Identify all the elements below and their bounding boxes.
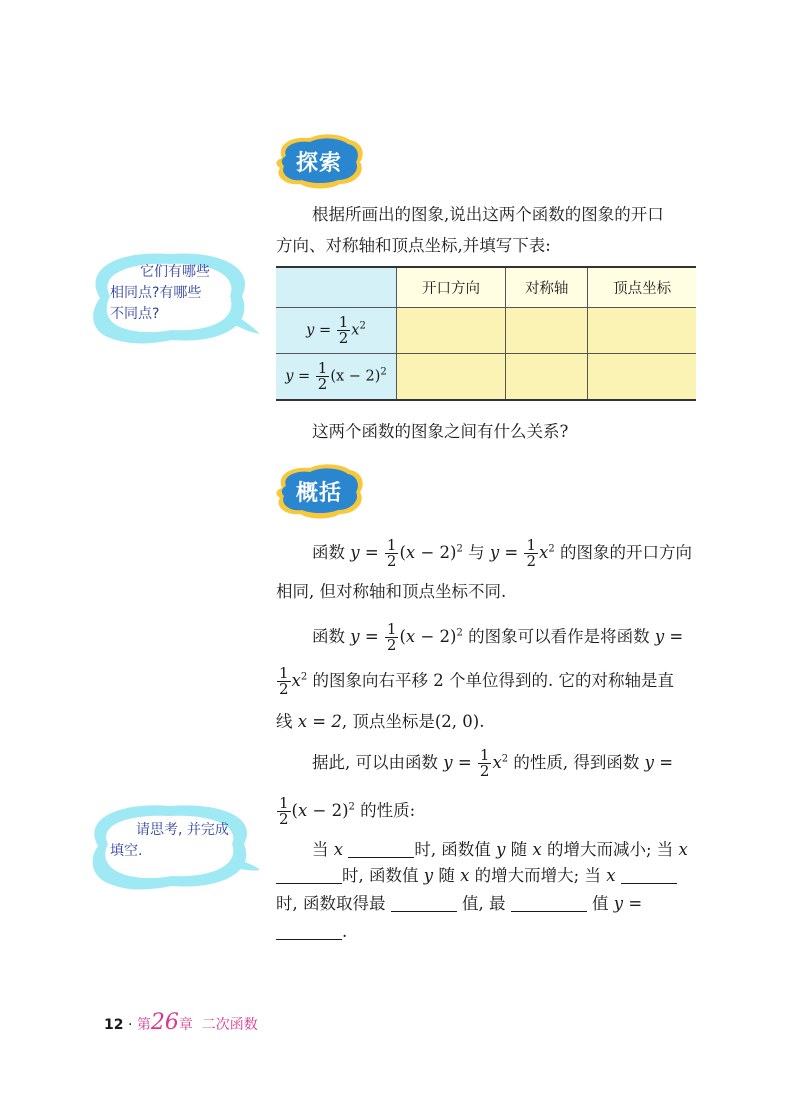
thought-cloud-2 [80,800,260,892]
chapter-number: 26 [150,1010,179,1035]
table-cell-blank[interactable] [506,307,588,353]
text: 值 [592,894,609,913]
text: 值, 最 [462,894,506,913]
text: 随 [438,866,455,885]
fraction: $\frac{1}{2}$ [479,746,490,780]
var-x: x [351,322,360,338]
table-corner-cell [276,267,397,307]
blank-field[interactable] [276,925,342,940]
cloud1-line3: 不同点? [110,306,160,322]
text: 线 [276,712,293,731]
fraction: $\frac{1}{2}$ [386,620,397,654]
table-row-label-2 [276,353,397,400]
equals-sign: = [298,368,311,385]
cloud1-line1: 它们有哪些 [140,264,210,280]
explore-intro-line1: 根据所画出的图象,说出这两个函数的图象的开口 [312,205,664,224]
text: 的性质, 得到函数 [513,753,640,772]
fill-line1: 当 x 时, 函数值 y 随 x 的增大而减小; 当 x [312,840,688,859]
summary-p2-line2: $\frac{1}{2}$ $x^2$ 的图象向右平移 2 个单位得到的. 它的对称轴是直 [279,664,674,698]
cloud1-line2: 相同点?有哪些 [110,285,202,301]
summary-badge-label: 概括 [295,480,342,506]
table-cell-blank[interactable] [588,353,696,400]
cloud2-line1: 请思考, 并完成 [136,822,229,838]
exponent: 2 [359,320,366,332]
fraction: $\frac{1}{2}$ [526,536,537,570]
var-y: y [306,322,315,338]
text: 的增大而增大; 当 [474,866,601,885]
footer-dot: · [127,1017,133,1033]
text: 与 [468,543,485,562]
text: 函数 [312,543,345,562]
text: , 顶点坐标是(2, 0). [341,712,485,731]
table-row-label-1 [276,307,397,353]
summary-p1-line2: 相同, 但对称轴和顶点坐标不同. [276,582,507,601]
table-row [276,307,696,353]
fraction [337,312,351,347]
fraction: $\frac{1}{2}$ [386,536,397,570]
chapter-title: 二次函数 [201,1017,258,1033]
cloud-shape [80,800,260,892]
text: 当 [312,840,329,859]
table-header-row [276,267,696,307]
fill-line3: 时, 函数取得最 值, 最 值 y = [276,894,643,913]
text: 的增大而减小; 当 [546,840,674,859]
table-row [276,353,696,400]
explore-badge [270,130,368,192]
blank-field[interactable] [276,869,342,884]
chapter-prefix: 第 [136,1017,151,1033]
summary-p2-line3 [276,712,696,732]
fill-line2: 时, 函数值 y 随 x 的增大而增大; 当 x [276,866,696,886]
fraction-denominator: 2 [317,374,328,393]
table-cell-blank[interactable] [588,307,696,353]
cloud2-line2: 填空. [110,843,143,859]
explore-badge-label: 探索 [295,150,342,176]
text: 时, 函数值 [342,866,419,885]
exponent: 2 [380,366,387,378]
shifted-term: (x − 2) [330,368,381,385]
fraction-numerator: 1 [317,358,328,377]
explore-intro-line2: 方向、对称轴和顶点坐标,并填写下表: [276,236,551,255]
text: 随 [510,840,528,859]
summary-badge [270,460,368,522]
table-header-vertex: 顶点坐标 [588,267,696,307]
table-header-opening: 开口方向 [397,267,506,307]
fraction [316,358,330,393]
comparison-table [276,266,696,401]
summary-p3-line2: $\frac{1}{2}$ $(x - 2)^2$ 的性质: [279,794,416,828]
text: 时, 函数值 [414,840,491,859]
summary-p3-line1: 据此, 可以由函数 y = $\frac{1}{2}$ $x^2$ 的性质, 得到函数 y = [312,746,674,780]
fill-line4 [276,922,696,942]
text: . [342,922,348,941]
chapter-suffix: 章 [178,1017,193,1033]
summary-p2-line1: 函数 y = $\frac{1}{2}$ $(x - 2)^2$ 的图象可以看作是将函数 y = [312,620,684,654]
page-number: 12 [104,1017,124,1033]
equation: x = 2 [297,712,342,731]
text: 的性质: [360,801,416,820]
table-header-axis: 对称轴 [506,267,588,307]
table-cell-blank[interactable] [397,307,506,353]
page-footer [104,1010,258,1035]
blank-field[interactable] [391,897,457,912]
fraction-numerator: 1 [338,312,349,331]
thought-cloud-1 [80,248,260,348]
table-cell-blank[interactable] [506,353,588,400]
text: 的图象向右平移 2 个单位得到的. 它的对称轴是直 [312,671,674,690]
text: 的图象可以看作是将函数 [468,627,650,646]
fraction: $\frac{1}{2}$ [279,664,289,698]
table-cell-blank[interactable] [397,353,506,400]
text: 函数 [312,627,345,646]
summary-p1-line1: 函数 y = $\frac{1}{2}$ $(x - 2)^2$ 与 y = $\frac{1}{2}$ $x^2$ 的图象的开口方向 [312,536,692,570]
blank-field[interactable] [621,869,677,884]
text: 的图象的开口方向 [559,543,692,562]
var-y: y [285,368,294,385]
equals-sign: = [318,322,332,338]
explore-question: 这两个函数的图象之间有什么关系? [312,422,569,441]
blank-field[interactable] [348,843,414,858]
fraction-denominator: 2 [338,328,349,347]
text: 时, 函数取得最 [276,894,386,913]
blank-field[interactable] [511,897,587,912]
fraction: $\frac{1}{2}$ [279,794,289,828]
text: 据此, 可以由函数 [312,753,438,772]
